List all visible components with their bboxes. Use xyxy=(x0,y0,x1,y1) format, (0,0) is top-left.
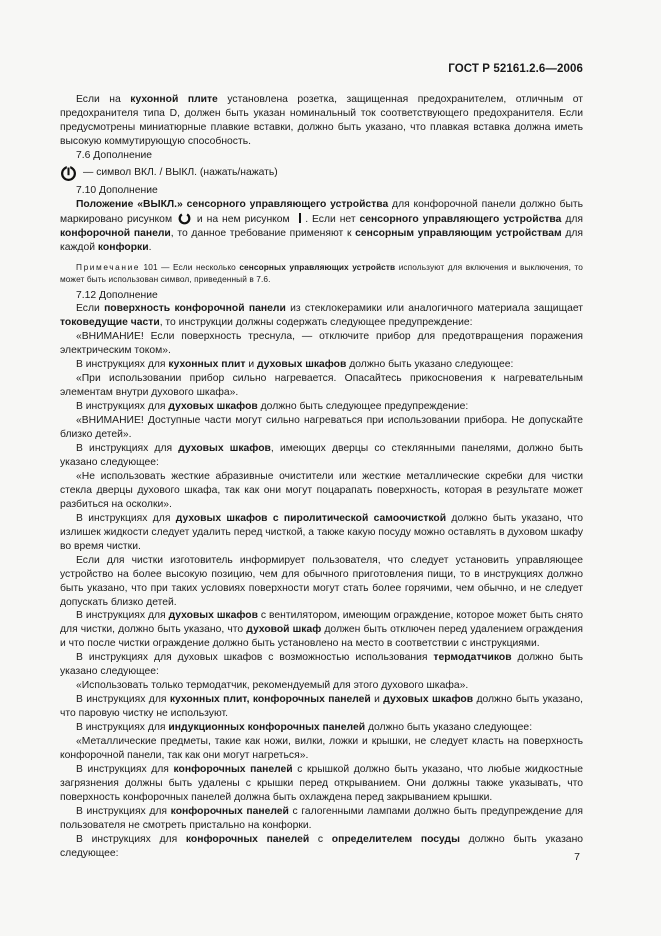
document-number-header: ГОСТ Р 52161.2.6—2006 xyxy=(448,63,583,75)
warning-quote: «ВНИМАНИЕ! Доступные части могут сильно нагреваться при использовании прибора. Не допускайте близко детей». xyxy=(60,415,583,441)
warning-quote: «Не использовать жесткие абразивные очистители или жесткие металлические скребки для чистки стекла дверцы духового шкафа, так как они могут поцарапать поверхность, которая в результате может разбиться на осколки». xyxy=(60,470,583,510)
warning-quote: «Использовать только термодатчик, рекомендуемый для этого духового шкафа». xyxy=(76,680,469,692)
warning-quote: «ВНИМАНИЕ! Если поверхность треснула, — отключите прибор для предотвращения поражения электрическим током». xyxy=(60,331,583,357)
paragraph: В инструкциях для духовых шкафов, имеющих дверцы со стеклянными панелями, должно быть указано следующее: xyxy=(60,443,583,468)
standby-circle-symbol-icon xyxy=(178,212,191,225)
paragraph: В инструкциях для духовых шкафов с пиролитической самоочисткой должно быть указано, что излишек жидкости следует удалить перед чисткой, а также какую посуду можно оставлять в духовом шкафу во время чистки. xyxy=(60,512,584,552)
paragraph: В инструкциях для конфорочных панелей с крышкой должно быть указано, что любые жидкостные загрязнения должны быть удалены с крышки перед открыванием. Они должны также указывать, что поверхность конфорочных панелей должна быть охлаждена перед закрыванием крышки. xyxy=(60,763,583,803)
page-number: 7 xyxy=(574,851,580,863)
paragraph: В инструкциях для кухонных плит, конфорочных панелей и духовых шкафов должно быть указано, что паровую чистку не используют. xyxy=(60,694,584,720)
paragraph: Если для чистки изготовитель информирует пользователя, что следует установить управляющее устройство на более высокую позицию, чем для обычного приготовления пищи, то в инструкциях должно быть указано, что при таких условиях поверхности могут стать более горячими, чем обычно, и не следует допускать близко детей. xyxy=(60,554,583,608)
paragraph: Положение «ВЫКЛ.» сенсорного управляющего устройства для конфорочной панели должно быть маркировано рисунком и на нем рисунком . Если нет сенсорного управляющего устройства для конфорочной панели, то данное требование применяют к сенсорным управляющим устройствам для каждой конфорки. xyxy=(60,198,584,253)
page-body xyxy=(60,93,583,861)
paragraph: Если поверхность конфорочной панели из стеклокерамики или аналогичного материала защищает токоведущие части, то инструкции должны содержать следующее предупреждение: xyxy=(60,303,583,329)
paragraph: В инструкциях для кухонных плит и духовых шкафов должно быть указано следующее: xyxy=(76,359,514,371)
section-heading-7-12: 7.12 Дополнение xyxy=(76,289,158,301)
warning-quote: «При использовании прибор сильно нагревается. Опасайтесь прикосновения к нагревательным элементам внутри духового шкафа». xyxy=(60,373,583,399)
paragraph: В инструкциях для конфорочных панелей с галогенными лампами должно быть предупреждение для пользователя не смотреть пристально на конфорки. xyxy=(60,805,583,831)
note-101: Примечание 101 — Если несколько сенсорных управляющих устройств используют для включения и выключения, то может быть использован символ, приведенный в 7.6. xyxy=(60,261,583,284)
paragraph: Если на кухонной плите установлена розетка, защищенная предохранителем, отличным от предохранителя типа D, должен быть указан номинальный ток соответствующего предохранителя. Если предусмотрены миниатюрные плавкие вставки, должно быть указано, что плавкая вставка должна иметь высокую коммутирующую способность. xyxy=(60,94,584,147)
section-heading-7-10: 7.10 Дополнение xyxy=(76,184,158,196)
power-on-off-symbol-icon xyxy=(60,165,77,182)
paragraph: В инструкциях для духовых шкафов с возможностью использования термодатчиков должно быть указано следующее: xyxy=(60,652,583,678)
symbol-line xyxy=(60,165,583,182)
warning-quote: «Металлические предметы, такие как ножи, вилки, ложки и крышки, не следует класть на поверхность конфорочной панели, так как они могут нагреться». xyxy=(60,736,583,761)
symbol-description: — символ ВКЛ. / ВЫКЛ. (нажать/нажать) xyxy=(83,167,278,179)
section-heading-7-6: 7.6 Дополнение xyxy=(76,149,152,161)
paragraph: В инструкциях для духовых шкафов с вентилятором, имеющим ограждение, которое может быть снято для чистки, должно быть указано, что духовой шкаф должен быть отключен перед удалением ограждения и что после чистки ограждение должно быть установлено на место в соответствии с инструкциями. xyxy=(60,610,584,650)
paragraph: В инструкциях для конфорочных панелей с определителем посуды должно быть указано следующее: xyxy=(60,833,584,859)
vertical-bar-symbol-icon xyxy=(299,213,302,223)
paragraph: В инструкциях для духовых шкафов должно быть следующее предупреждение: xyxy=(76,401,469,413)
paragraph: В инструкциях для индукционных конфорочных панелей должно быть указано следующее: xyxy=(76,722,533,734)
